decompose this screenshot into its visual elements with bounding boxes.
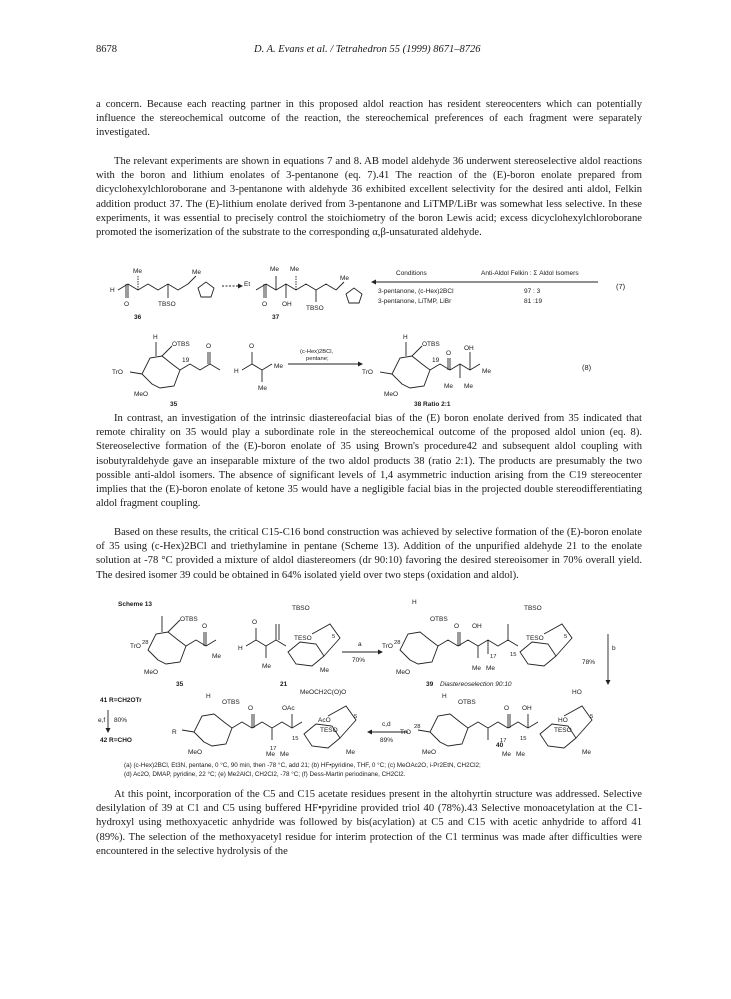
- hydroxyl-label: OH: [464, 345, 474, 352]
- compound-39-structure: [382, 599, 572, 688]
- tro-label-2: TrO: [362, 369, 373, 376]
- c15-label-3: 15: [520, 736, 527, 742]
- c5-label-3: 5: [354, 714, 358, 720]
- conditions-row-1: 3-pentanone, (c-Hex)2BCl: [378, 288, 454, 295]
- arrow-b-yield: 78%: [582, 659, 596, 666]
- compound-number-38: 38 Ratio 2:1: [414, 401, 451, 408]
- o-label-2: O: [252, 619, 258, 626]
- compound-41-label: 41 R=CH2OTr: [100, 697, 142, 704]
- carbonyl-o-label: O: [124, 301, 130, 308]
- compound-21-structure: [238, 605, 340, 688]
- teso-label-2: TESO: [526, 635, 544, 642]
- teso-label-3: TESO: [320, 727, 338, 734]
- c15-label-2: 15: [292, 736, 299, 742]
- otbs-label-2: OTBS: [422, 341, 440, 348]
- isobutyraldehyde-structure: [234, 343, 283, 392]
- methyl-label-5: Me: [464, 383, 474, 390]
- tro-label-2: TrO: [382, 643, 393, 650]
- aldehyde-h-label: H: [110, 287, 115, 294]
- compound-number-35-s: 35: [176, 681, 184, 688]
- meo-label-3: MeO: [188, 749, 203, 756]
- compound-36-structure: [110, 268, 214, 321]
- ketone-o-label-2: O: [446, 350, 452, 357]
- methyl-label-4: Me: [444, 383, 454, 390]
- compound-40-structure: [400, 689, 593, 758]
- equation-7-scheme: [96, 262, 642, 324]
- compound-number-40: 40: [496, 742, 504, 749]
- methyl-label-3: Me: [270, 266, 280, 273]
- ho-label: HO: [572, 689, 582, 696]
- oh-label: OH: [472, 623, 482, 630]
- meo-label-2: MeO: [396, 669, 411, 676]
- me-label-3: Me: [320, 667, 330, 674]
- h-label: H: [238, 645, 243, 652]
- paragraph-1: a concern. Because each reacting partner in this proposed aldol reaction has resident stereocenters which can potentially influence the stereochemical outcome of the reaction, the stereochemical preferences of each fragment were separately investigated.: [96, 99, 642, 139]
- tro-label-3: TrO: [400, 729, 411, 736]
- methyl-label-5: Me: [340, 275, 350, 282]
- c5-label-2: 5: [564, 634, 568, 640]
- equation-number-8: (8): [582, 363, 592, 372]
- arrow-ef-letter: e,f: [98, 717, 106, 724]
- tbso-label-2: TBSO: [306, 305, 324, 312]
- tbso-label: TBSO: [158, 301, 176, 308]
- h-label-2: H: [412, 599, 417, 606]
- otbs-label-2: OTBS: [430, 616, 448, 623]
- arrow-cd-yield: 89%: [380, 737, 394, 744]
- otbs-label-3: OTBS: [222, 699, 240, 706]
- me-label-6: Me: [266, 751, 276, 758]
- aco-label: AcO: [318, 717, 331, 724]
- arrow-a-yield: 70%: [352, 657, 366, 664]
- equation-number-7: (7): [616, 282, 626, 291]
- tro-label: TrO: [112, 369, 123, 376]
- otbs-label: OTBS: [180, 616, 198, 623]
- aldehyde-o-label: O: [249, 343, 255, 350]
- meo-label: MeO: [134, 391, 149, 398]
- eq8-reagent-2: pentane;: [306, 356, 329, 362]
- me-label-7: Me: [280, 751, 290, 758]
- compound-42-label: 42 R=CHO: [100, 737, 132, 744]
- o-label-4: O: [248, 705, 254, 712]
- equation-8-scheme: [96, 328, 642, 408]
- running-header-citation: D. A. Evans et al. / Tetrahedron 55 (1999) 8671–8726: [254, 44, 481, 55]
- hydroxyl-label: OH: [282, 301, 292, 308]
- ethyl-label: Et: [244, 281, 251, 288]
- paragraph-5: At this point, incorporation of the C5 and C15 acetate residues present in the altohyrtin structure was addressed. Selective desilylation of 39 at C1 and C5 using buffered HF•pyridine provided triol 40 (78%).43 Selective monoacetylation at the C1-hydroxyl using methoxyacetic anhydride was followed by bis(acylation) at C5 and C15 with acetic anhydride to afford 41 (89%). The selection of the methoxyacetyl residue for interim protection of the C1 terminus was made after difficulties were encountered in the selective hydrolysis of the: [96, 789, 642, 857]
- scheme-13: [96, 594, 642, 762]
- compound-number-36: 36: [134, 314, 142, 321]
- arrow-b: [582, 634, 616, 685]
- compound-number-37: 37: [272, 314, 280, 321]
- c28-label-2: 28: [394, 640, 401, 646]
- compound-37-structure: [244, 266, 362, 321]
- r-label: R: [172, 729, 177, 736]
- c28-label-3: 28: [414, 724, 421, 730]
- compound-35-structure-scheme: [130, 616, 221, 688]
- arrow-b-letter: b: [612, 645, 616, 652]
- me-label-5: Me: [486, 665, 496, 672]
- meoch2-label: MeOCH2C(O)O: [300, 689, 347, 696]
- c17-label-2: 17: [270, 746, 277, 752]
- arrow-a-letter: a: [358, 641, 362, 648]
- page-number: 8678: [96, 44, 117, 55]
- c15-label: 15: [510, 652, 517, 658]
- meo-label-4: MeO: [422, 749, 437, 756]
- compound-38-structure: [362, 334, 592, 408]
- me-label-11: Me: [582, 749, 592, 756]
- tbso-label: TBSO: [292, 605, 310, 612]
- methyl-label-3: Me: [482, 368, 492, 375]
- compound-number-21: 21: [280, 681, 288, 688]
- compound-number-35: 35: [170, 401, 178, 408]
- tro-label: TrO: [130, 643, 141, 650]
- ratio-row-2: 81 :19: [524, 298, 543, 305]
- eq7-conditions-table: [371, 270, 626, 305]
- me-label-8: Me: [346, 749, 356, 756]
- meo-label-2: MeO: [384, 391, 399, 398]
- ho-label-2: HO: [558, 717, 568, 724]
- compound-number-39: 39: [426, 681, 434, 688]
- conditions-row-2: 3-pentanone, LiTMP, LiBr: [378, 298, 452, 305]
- c19-label: 19: [182, 357, 190, 364]
- methyl-label: Me: [258, 385, 268, 392]
- o-label-3: O: [454, 623, 460, 630]
- me-label-10: Me: [516, 751, 526, 758]
- ketone-o-label: O: [206, 343, 212, 350]
- c17-label: 17: [490, 654, 497, 660]
- arrow-a: [342, 641, 383, 664]
- teso-label: TESO: [294, 635, 312, 642]
- ratio-header: Anti-Aldol Felkin : Σ Aldol Isomers: [481, 270, 579, 277]
- h-label-3: H: [206, 693, 211, 700]
- o-label-5: O: [504, 705, 510, 712]
- c19-label-2: 19: [432, 357, 440, 364]
- me-label: Me: [212, 653, 222, 660]
- h-label: H: [153, 334, 158, 341]
- c17-label-3: 17: [500, 738, 507, 744]
- meo-label: MeO: [144, 669, 159, 676]
- me-label-9: Me: [502, 751, 512, 758]
- methyl-label-2: Me: [192, 269, 202, 276]
- diastereoselection-note: Diastereoselection 90:10: [440, 681, 512, 688]
- methyl-label: Me: [133, 268, 143, 275]
- paragraph-4: Based on these results, the critical C15-C16 bond construction was achieved by selective formation of the (E)-boron enolate of 35 using (c-Hex)2BCl and triethylamine in pentane (Scheme 13). Addition of the unpurified aldehyde 21 to the enolate solution at -78 °C provided a mixture of aldol diastereomers (dr 90:10) favoring the desired stereoisomer in 70% overall yield. The desired isomer 39 could be obtained in 64% isolated yield over two steps (oxidation and aldol).: [96, 527, 642, 581]
- o-label: O: [202, 623, 208, 630]
- c5-label: 5: [332, 634, 336, 640]
- arrow-ef-yield: 80%: [114, 717, 128, 724]
- paragraph-3: In contrast, an investigation of the intrinsic diastereofacial bias of the (E) boron enolate derived from 35 indicated that remote chirality on 35 would play a subordinate role in the stereochemical outcome of the proposed aldol union (eq. 8). Stereoselective formation of the (E)-boron enolate of 35 using Brown's procedure42 and subsequent aldol coupling with isobutyraldehyde gave an inseparable mixture of the two aldol products 38 (ratio 2:1). The products are presumably the two possible anti-aldol isomers. The absence of significant levels of 1,4 asymmetric induction arising from the C19 stereocenter implies that the (E)-boron enolate of ketone 35 would have a negligible facial bias in the projected double stereodifferentiating aldol fragment coupling.: [96, 413, 642, 510]
- otbs-label: OTBS: [172, 341, 190, 348]
- otbs-label-4: OTBS: [458, 699, 476, 706]
- tbso-label-2: TBSO: [524, 605, 542, 612]
- me-label-2: Me: [262, 663, 272, 670]
- h-label-4: H: [442, 693, 447, 700]
- me-label-4: Me: [472, 665, 482, 672]
- c28-label: 28: [142, 640, 149, 646]
- compound-41-structure: [172, 689, 357, 758]
- ketone-o-label: O: [262, 301, 268, 308]
- compound-41-42-labels: [98, 697, 142, 744]
- teso-label-4: TESO: [554, 727, 572, 734]
- arrow-cd-letter: c,d: [382, 721, 391, 728]
- methyl-label-2: Me: [274, 363, 284, 370]
- scheme-13-footnote-1: (a) (c-Hex)2BCl, Et3N, pentane, 0 °C, 90 min, then -78 °C, add 21; (b) HF•pyridine, THF, 0 °C; (c) MeOAc2O, i-Pr2EtN, CH2Cl2;: [124, 762, 481, 769]
- scheme-13-footnote-2: (d) Ac2O, DMAP, pyridine, 22 °C; (e) Me2AlCl, CH2Cl2, -78 °C; (f) Dess-Martin periodinane, CH2Cl2.: [124, 771, 406, 778]
- c5-label-4: 5: [590, 714, 594, 720]
- compound-35-structure: [112, 334, 220, 408]
- conditions-header: Conditions: [396, 270, 427, 277]
- methyl-label-4: Me: [290, 266, 300, 273]
- paragraph-2: The relevant experiments are shown in equations 7 and 8. AB model aldehyde 36 underwent stereoselective aldol reactions with the boron and lithium enolates of 3-pentanone (eq. 7).41 The reaction of the (E)-boron enolate prepared from dicyclohexylchloroborane and 3-pentanone with aldehyde 36 exhibited excellent selectivity for the desired anti aldol, Felkin addition product 37. The (E)-lithium enolate derived from 3-pentanone and LiTMP/LiBr was somewhat less selective. In these experiments, it was essential to precisely control the stoichiometry of the boron Lewis acid; excess dicyclohexylchloroborane promoted the isomerization of the substrate to the corresponding α,β-unsaturated aldehyde.: [96, 156, 642, 239]
- oac-label: OAc: [282, 705, 295, 712]
- oh-label-2: OH: [522, 705, 532, 712]
- aldehyde-h-label: H: [234, 368, 239, 375]
- ratio-row-1: 97 : 3: [524, 288, 541, 295]
- h-label-2: H: [403, 334, 408, 341]
- scheme-13-title: Scheme 13: [118, 601, 152, 608]
- eq8-reagent-1: (c-Hex)2BCl,: [300, 349, 334, 355]
